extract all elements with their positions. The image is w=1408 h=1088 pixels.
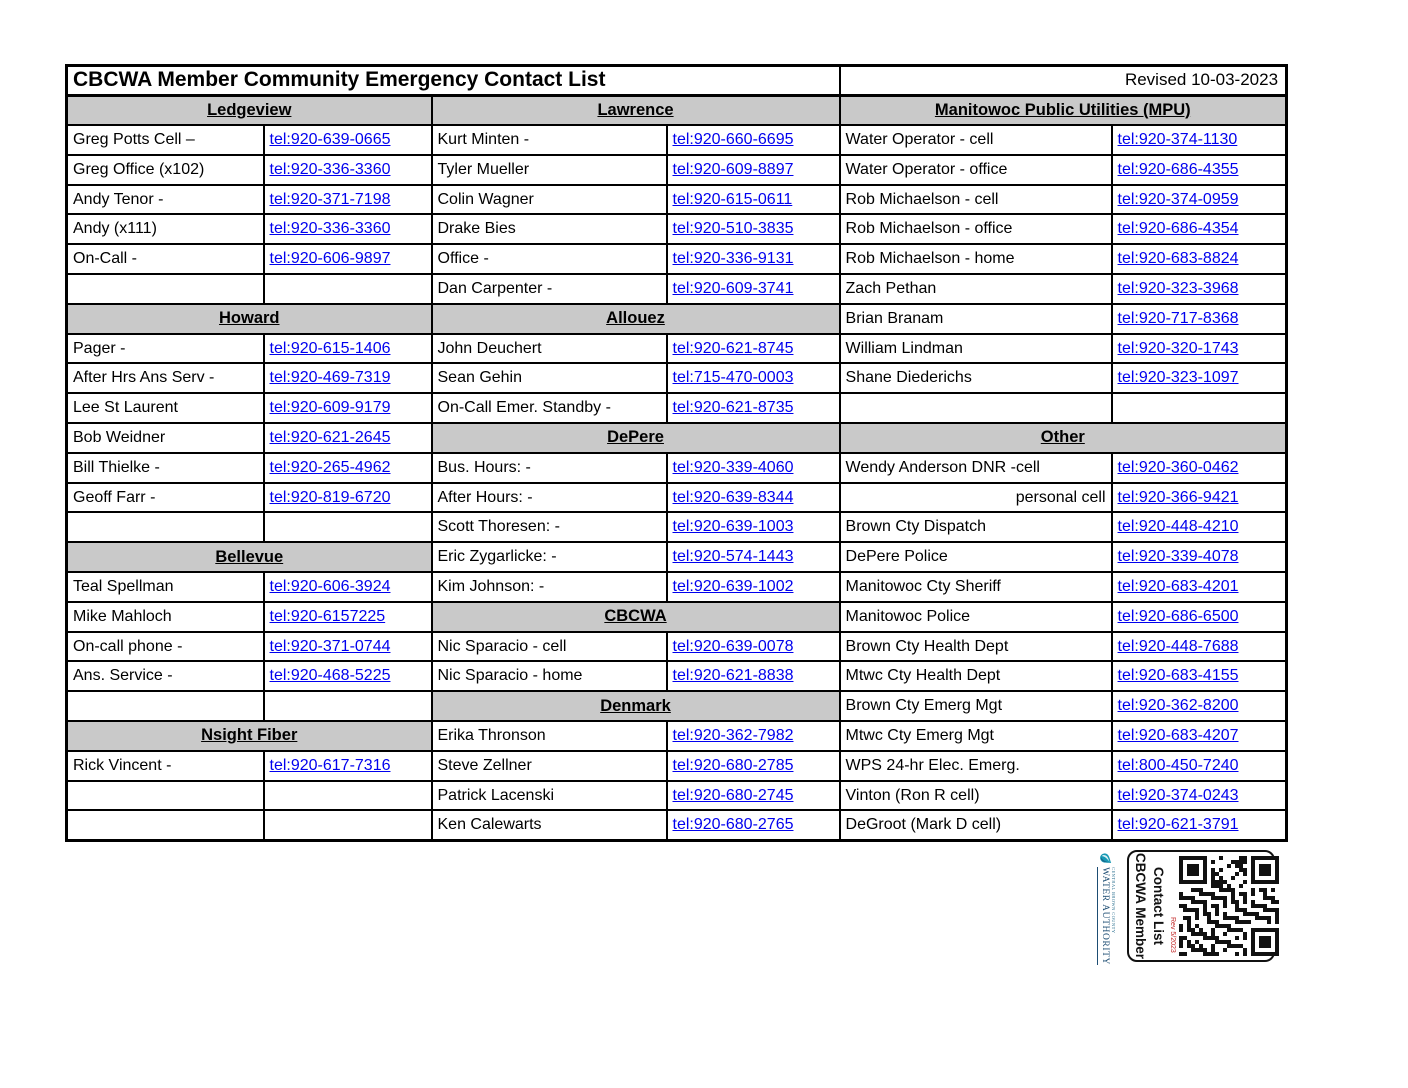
phone-cell (1112, 125, 1287, 155)
water-authority-logo (1086, 853, 1126, 965)
contact-name-cell: Dan Carpenter - (432, 274, 667, 304)
contact-name-cell: Brown Cty Health Dept (840, 632, 1112, 662)
contact-name-cell: Rob Michaelson - home (840, 244, 1112, 274)
contact-name-cell: Nic Sparacio - cell (432, 632, 667, 662)
phone-link[interactable]: tel:920-362-7982 (672, 726, 794, 744)
qr-contact-card (1127, 850, 1275, 962)
phone-cell (1112, 781, 1287, 811)
phone-cell (1112, 691, 1287, 721)
phone-cell (667, 393, 840, 423)
phone-cell (1112, 244, 1287, 274)
phone-cell (1112, 751, 1287, 781)
phone-cell (264, 453, 432, 483)
table-row (67, 125, 1287, 155)
contact-name-cell: Manitowoc Cty Sheriff (840, 572, 1112, 602)
phone-cell (264, 363, 432, 393)
phone-link[interactable]: tel:920-617-7316 (269, 756, 391, 774)
contact-name-cell: Lee St Laurent (67, 393, 264, 423)
phone-cell (1112, 155, 1287, 185)
phone-link[interactable]: tel:920-683-4207 (1117, 726, 1239, 744)
phone-cell (667, 274, 840, 304)
logo-org-small: CENTRAL BROWN COUNTY (1110, 867, 1116, 934)
empty-cell (264, 274, 432, 304)
phone-link[interactable]: tel:920-371-0744 (269, 637, 391, 655)
contact-name-cell: Brown Cty Emerg Mgt (840, 691, 1112, 721)
table-row (67, 632, 1287, 662)
contact-name-cell: Greg Potts Cell – (67, 125, 264, 155)
phone-link[interactable]: tel:920-336-9131 (672, 250, 794, 268)
phone-link[interactable]: tel:920-639-1003 (672, 518, 794, 536)
table-row (67, 363, 1287, 393)
phone-cell (667, 542, 840, 572)
phone-link[interactable]: tel:920-686-4355 (1117, 160, 1239, 178)
phone-link[interactable]: tel:920-639-0078 (672, 637, 794, 655)
contact-name-cell: Mtwc Cty Health Dept (840, 661, 1112, 691)
phone-link[interactable]: tel:920-639-0665 (269, 130, 391, 148)
phone-cell (667, 661, 840, 691)
phone-cell (667, 572, 840, 602)
table-row (67, 274, 1287, 304)
phone-link[interactable]: tel:920-621-8838 (672, 667, 794, 685)
section-header: Lawrence (432, 95, 840, 125)
phone-cell (667, 244, 840, 274)
table-row (67, 542, 1287, 572)
phone-link[interactable]: tel:920-639-8344 (672, 488, 794, 506)
phone-link[interactable]: tel:920-374-0959 (1117, 190, 1239, 208)
contact-name-cell: Andy Tenor - (67, 185, 264, 215)
contact-name-cell: Shane Diederichs (840, 363, 1112, 393)
contact-name-cell: Mike Mahloch (67, 602, 264, 632)
phone-cell (264, 661, 432, 691)
contact-name-cell: Bus. Hours: - (432, 453, 667, 483)
contact-name-cell: On-Call - (67, 244, 264, 274)
contact-name-cell: Bill Thielke - (67, 453, 264, 483)
contact-name-cell: On-Call Emer. Standby - (432, 393, 667, 423)
table-row (67, 751, 1287, 781)
phone-link[interactable]: tel:920-323-3968 (1117, 279, 1239, 297)
phone-cell (1112, 810, 1287, 840)
phone-cell (667, 810, 840, 840)
phone-link[interactable]: tel:920-320-1743 (1117, 339, 1239, 357)
phone-link[interactable]: tel:920-609-3741 (672, 279, 794, 297)
phone-link[interactable]: tel:920-336-3360 (269, 160, 391, 178)
phone-cell (264, 751, 432, 781)
phone-cell (667, 632, 840, 662)
phone-cell (667, 781, 840, 811)
contact-name-cell: Kurt Minten - (432, 125, 667, 155)
phone-link[interactable]: tel:920-448-7688 (1117, 637, 1239, 655)
empty-cell (67, 512, 264, 542)
contact-name-cell: Office - (432, 244, 667, 274)
phone-cell (667, 334, 840, 364)
contact-name-cell: On-call phone - (67, 632, 264, 662)
qr-card-title-line2: Contact List (1151, 866, 1166, 945)
phone-link[interactable]: tel:920-366-9421 (1117, 488, 1239, 506)
section-header: Denmark (432, 691, 840, 721)
contact-name-cell: Colin Wagner (432, 185, 667, 215)
contact-name-cell: Water Operator - cell (840, 125, 1112, 155)
contact-name-cell: Ans. Service - (67, 661, 264, 691)
phone-cell (1112, 721, 1287, 751)
contact-name-cell: Scott Thoresen: - (432, 512, 667, 542)
phone-cell (264, 334, 432, 364)
phone-cell (667, 125, 840, 155)
empty-cell (67, 810, 264, 840)
section-header: Howard (67, 304, 432, 334)
table-row (67, 512, 1287, 542)
phone-link[interactable]: tel:920-336-3360 (269, 220, 391, 238)
table-row (67, 572, 1287, 602)
empty-cell (67, 691, 264, 721)
contact-name-cell: Pager - (67, 334, 264, 364)
table-row (67, 483, 1287, 513)
contact-name-cell: Drake Bies (432, 214, 667, 244)
phone-link[interactable]: tel:920-374-0243 (1117, 786, 1239, 804)
empty-cell (67, 274, 264, 304)
contact-name-cell: Steve Zellner (432, 751, 667, 781)
phone-cell (1112, 483, 1287, 513)
contact-name-cell: Ken Calewarts (432, 810, 667, 840)
contact-name-cell: Mtwc Cty Emerg Mgt (840, 721, 1112, 751)
contact-name-cell: Bob Weidner (67, 423, 264, 453)
phone-cell (667, 721, 840, 751)
phone-link[interactable]: tel:920-371-7198 (269, 190, 391, 208)
phone-link[interactable]: tel:920-686-6500 (1117, 607, 1239, 625)
section-header: DePere (432, 423, 840, 453)
logo-text (1097, 867, 1114, 965)
contact-name-cell: DeGroot (Mark D cell) (840, 810, 1112, 840)
section-header: CBCWA (432, 602, 840, 632)
phone-cell (1112, 632, 1287, 662)
section-header: Bellevue (67, 542, 432, 572)
phone-cell (667, 185, 840, 215)
phone-link[interactable]: tel:920-609-8897 (672, 160, 794, 178)
table-row (67, 244, 1287, 274)
phone-cell (667, 453, 840, 483)
contact-name-cell: WPS 24-hr Elec. Emerg. (840, 751, 1112, 781)
phone-cell (667, 512, 840, 542)
table-row (67, 423, 1287, 453)
phone-link[interactable]: tel:920-606-9897 (269, 250, 391, 268)
section-header: Other (840, 423, 1287, 453)
contact-name-cell: Teal Spellman (67, 572, 264, 602)
empty-cell (264, 810, 432, 840)
empty-cell (264, 691, 432, 721)
phone-link[interactable]: tel:920-615-0611 (672, 190, 793, 208)
water-authority-logo-inner (1086, 853, 1126, 965)
contact-name-cell: Sean Gehin (432, 363, 667, 393)
phone-cell (264, 155, 432, 185)
table-row (67, 214, 1287, 244)
contact-name-cell: Erika Thronson (432, 721, 667, 751)
contact-name-cell: Andy (x111) (67, 214, 264, 244)
table-row (67, 393, 1287, 423)
phone-link[interactable]: tel:920-323-1097 (1117, 369, 1239, 387)
empty-cell (67, 781, 264, 811)
table-row (67, 781, 1287, 811)
table-row (67, 810, 1287, 840)
table-row (67, 721, 1287, 751)
phone-link[interactable]: tel:920-639-1002 (672, 577, 794, 595)
phone-link[interactable]: tel:920-468-5225 (269, 667, 391, 685)
phone-link[interactable]: tel:920-339-4078 (1117, 548, 1239, 566)
phone-link[interactable]: tel:920-680-2765 (672, 816, 794, 834)
phone-link[interactable]: tel:920-574-1443 (672, 548, 794, 566)
contact-name-cell: After Hours: - (432, 483, 667, 513)
phone-link[interactable]: tel:920-374-1130 (1117, 130, 1238, 148)
empty-cell (264, 512, 432, 542)
empty-cell (1112, 393, 1287, 423)
contact-name-cell: After Hrs Ans Serv - (67, 363, 264, 393)
phone-cell (1112, 661, 1287, 691)
emergency-contact-table (65, 64, 1288, 842)
table-row (67, 185, 1287, 215)
table-title: CBCWA Member Community Emergency Contact List (67, 66, 840, 96)
qr-code (1179, 856, 1279, 956)
phone-link[interactable]: tel:920-621-3791 (1117, 816, 1239, 834)
table-row (67, 66, 1287, 96)
phone-cell (667, 483, 840, 513)
contact-name-cell: Patrick Lacenski (432, 781, 667, 811)
phone-link[interactable]: tel:920-6157225 (269, 607, 386, 625)
phone-link[interactable]: tel:920-660-6695 (672, 130, 794, 148)
phone-cell (1112, 214, 1287, 244)
table-row (67, 304, 1287, 334)
table-row (67, 661, 1287, 691)
phone-cell (1112, 363, 1287, 393)
phone-cell (1112, 334, 1287, 364)
phone-link[interactable]: tel:920-621-8735 (672, 399, 794, 417)
section-header: Ledgeview (67, 95, 432, 125)
phone-link[interactable]: tel:920-606-3924 (269, 577, 391, 595)
phone-link[interactable]: tel:920-360-0462 (1117, 458, 1239, 476)
phone-link[interactable]: tel:920-621-2645 (269, 428, 391, 446)
phone-link[interactable]: tel:920-686-4354 (1117, 220, 1239, 238)
phone-cell (1112, 453, 1287, 483)
phone-cell (1112, 274, 1287, 304)
contact-name-cell: Tyler Mueller (432, 155, 667, 185)
phone-cell (264, 423, 432, 453)
phone-link[interactable]: tel:920-362-8200 (1117, 697, 1239, 715)
table-row (67, 602, 1287, 632)
phone-cell (1112, 512, 1287, 542)
phone-cell (264, 572, 432, 602)
phone-link[interactable]: tel:920-717-8368 (1117, 309, 1239, 327)
contact-name-cell: Eric Zygarlicke: - (432, 542, 667, 572)
phone-link[interactable]: tel:920-265-4962 (269, 458, 391, 476)
phone-link[interactable]: tel:920-680-2785 (672, 756, 794, 774)
phone-cell (1112, 304, 1287, 334)
empty-cell (264, 781, 432, 811)
contact-name-cell: Brown Cty Dispatch (840, 512, 1112, 542)
phone-link[interactable]: tel:920-680-2745 (672, 786, 794, 804)
phone-cell (264, 185, 432, 215)
contact-name-cell: Wendy Anderson DNR -cell (840, 453, 1112, 483)
phone-link[interactable]: tel:920-609-9179 (269, 399, 391, 417)
phone-cell (264, 244, 432, 274)
contact-name-cell: John Deuchert (432, 334, 667, 364)
phone-link[interactable]: tel:920-621-8745 (672, 339, 794, 357)
phone-cell (264, 214, 432, 244)
table-row (67, 334, 1287, 364)
contact-name-cell: DePere Police (840, 542, 1112, 572)
contact-name-cell: Rob Michaelson - cell (840, 185, 1112, 215)
phone-link[interactable]: tel:920-448-4210 (1117, 518, 1239, 536)
phone-cell (667, 155, 840, 185)
phone-cell (264, 483, 432, 513)
contact-name-cell: Rob Michaelson - office (840, 214, 1112, 244)
section-header: Allouez (432, 304, 840, 334)
phone-cell (264, 125, 432, 155)
phone-link[interactable]: tel:920-510-3835 (672, 220, 794, 238)
logo-org-name: WATER AUTHORITY (1097, 867, 1109, 965)
revised-date: Revised 10-03-2023 (840, 66, 1287, 96)
phone-link[interactable]: tel:920-683-4155 (1117, 667, 1239, 685)
phone-link[interactable]: tel:920-615-1406 (269, 339, 391, 357)
contact-name-cell: William Lindman (840, 334, 1112, 364)
phone-cell (667, 214, 840, 244)
contact-name-cell: personal cell (840, 483, 1112, 513)
phone-link[interactable]: tel:920-683-8824 (1117, 250, 1239, 268)
empty-cell (840, 393, 1112, 423)
qr-card-title-line1: CBCWA Member (1133, 853, 1148, 960)
table-row (67, 155, 1287, 185)
phone-link[interactable]: tel:920-683-4201 (1117, 577, 1239, 595)
contact-name-cell: Manitowoc Police (840, 602, 1112, 632)
contact-name-cell: Nic Sparacio - home (432, 661, 667, 691)
phone-link[interactable]: tel:715-470-0003 (672, 369, 794, 387)
section-header: Nsight Fiber (67, 721, 432, 751)
phone-cell (1112, 572, 1287, 602)
qr-card-revision: Rev 5/2023 (1169, 917, 1176, 953)
table-row (67, 453, 1287, 483)
phone-cell (264, 632, 432, 662)
phone-link[interactable]: tel:800-450-7240 (1117, 756, 1239, 774)
phone-cell (1112, 185, 1287, 215)
phone-cell (667, 363, 840, 393)
phone-cell (264, 393, 432, 423)
phone-link[interactable]: tel:920-339-4060 (672, 458, 794, 476)
phone-link[interactable]: tel:920-819-6720 (269, 488, 391, 506)
section-header: Manitowoc Public Utilities (MPU) (840, 95, 1287, 125)
contact-name-cell: Water Operator - office (840, 155, 1112, 185)
contact-name-cell: Greg Office (x102) (67, 155, 264, 185)
contact-name-cell: Vinton (Ron R cell) (840, 781, 1112, 811)
phone-cell (264, 602, 432, 632)
contact-name-cell: Geoff Farr - (67, 483, 264, 513)
table-row (67, 691, 1287, 721)
contact-name-cell: Rick Vincent - (67, 751, 264, 781)
table-row (67, 95, 1287, 125)
phone-cell (1112, 542, 1287, 572)
phone-cell (1112, 602, 1287, 632)
contact-name-cell: Brian Branam (840, 304, 1112, 334)
water-drop-icon (1091, 853, 1121, 865)
phone-cell (667, 751, 840, 781)
phone-link[interactable]: tel:920-469-7319 (269, 369, 391, 387)
contact-name-cell: Zach Pethan (840, 274, 1112, 304)
contact-name-cell: Kim Johnson: - (432, 572, 667, 602)
